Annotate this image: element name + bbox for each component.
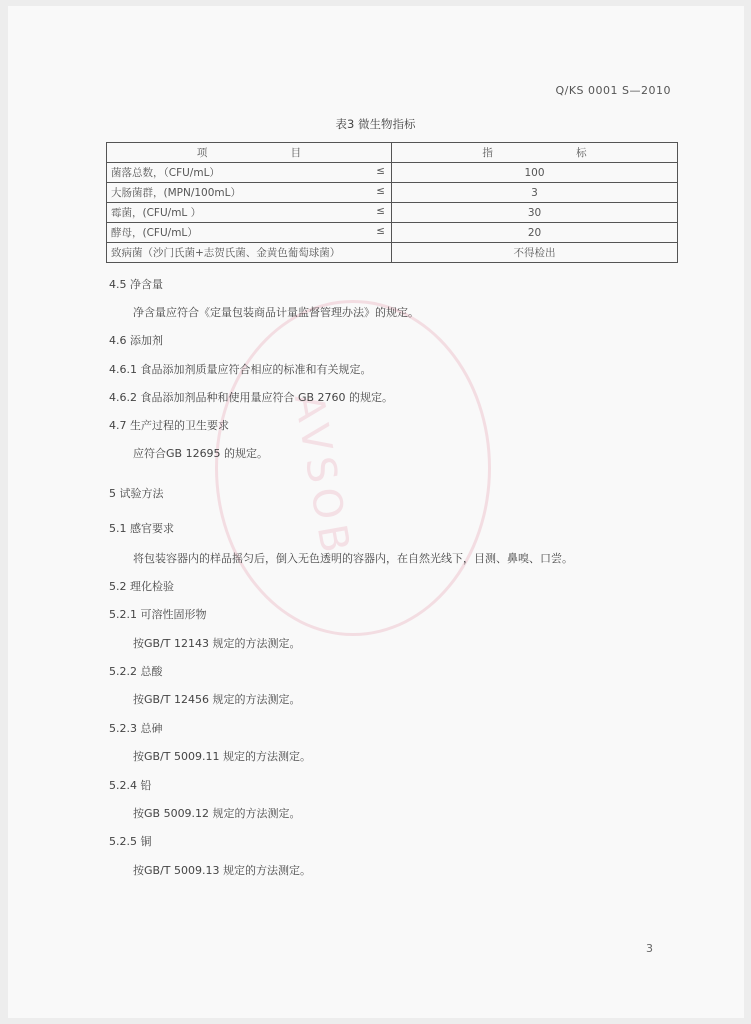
section-heading-5-1: 5.1 感官要求 bbox=[109, 522, 174, 535]
section-heading-4-6: 4.6 添加剂 bbox=[109, 334, 163, 347]
body-text: 按GB/T 12456 规定的方法测定。 bbox=[133, 693, 301, 706]
value-cell: 20 bbox=[392, 223, 678, 243]
clause-5-2-5: 5.2.5 铜 bbox=[109, 835, 152, 848]
clause-5-2-1: 5.2.1 可溶性固形物 bbox=[109, 608, 207, 621]
clause-4-6-1: 4.6.1 食品添加剂质量应符合相应的标准和有关规定。 bbox=[109, 363, 372, 376]
table-row bbox=[107, 243, 678, 263]
body-text: 净含量应符合《定量包装商品计量监督管理办法》的规定。 bbox=[133, 306, 419, 319]
value-cell: 30 bbox=[392, 203, 678, 223]
value-cell: 100 bbox=[392, 163, 678, 183]
relation-symbol: ≤ bbox=[376, 185, 385, 197]
section-heading-4-5: 4.5 净含量 bbox=[109, 278, 163, 291]
clause-5-2-2: 5.2.2 总酸 bbox=[109, 665, 163, 678]
page-number: 3 bbox=[646, 942, 653, 955]
microbiological-indicators-table bbox=[106, 142, 678, 263]
item-cell bbox=[107, 163, 392, 183]
table-row bbox=[107, 203, 678, 223]
body-text: 按GB/T 5009.13 规定的方法测定。 bbox=[133, 864, 311, 877]
clause-5-2-4: 5.2.4 铅 bbox=[109, 779, 152, 792]
seal-text: AVSOB bbox=[284, 390, 359, 562]
item-name: 霉菌，(CFU/mL ） bbox=[111, 207, 202, 219]
body-text: 按GB 5009.12 规定的方法测定。 bbox=[133, 807, 301, 820]
relation-symbol: ≤ bbox=[376, 165, 385, 177]
value-cell: 3 bbox=[392, 183, 678, 203]
relation-symbol: ≤ bbox=[376, 225, 385, 237]
body-text: 按GB/T 12143 规定的方法测定。 bbox=[133, 637, 301, 650]
table-row bbox=[107, 223, 678, 243]
item-name: 致病菌（沙门氏菌+志贺氏菌、金黄色葡萄球菌） bbox=[111, 247, 341, 259]
body-text: 应符合GB 12695 的规定。 bbox=[133, 447, 269, 460]
body-text: 将包装容器内的样品摇匀后，倒入无色透明的容器内，在自然光线下，目测、鼻嗅、口尝。 bbox=[133, 552, 573, 565]
clause-5-2-3: 5.2.3 总砷 bbox=[109, 722, 163, 735]
item-name: 大肠菌群，(MPN/100mL） bbox=[111, 187, 241, 199]
table-row bbox=[107, 183, 678, 203]
item-cell bbox=[107, 223, 392, 243]
header-item: 项 目 bbox=[107, 143, 392, 163]
relation-symbol: ≤ bbox=[376, 205, 385, 217]
item-name: 菌落总数，（CFU/mL） bbox=[111, 167, 220, 179]
item-cell bbox=[107, 203, 392, 223]
section-heading-5: 5 试验方法 bbox=[109, 487, 164, 500]
table-title: 表3 微生物指标 bbox=[335, 117, 416, 131]
clause-4-6-2: 4.6.2 食品添加剂品种和使用量应符合 GB 2760 的规定。 bbox=[109, 391, 394, 404]
body-text: 按GB/T 5009.11 规定的方法测定。 bbox=[133, 750, 311, 763]
section-heading-5-2: 5.2 理化检验 bbox=[109, 580, 174, 593]
item-name: 酵母，(CFU/mL） bbox=[111, 227, 198, 239]
value-cell: 不得检出 bbox=[392, 243, 678, 263]
item-cell bbox=[107, 243, 392, 263]
section-heading-4-7: 4.7 生产过程的卫生要求 bbox=[109, 419, 229, 432]
standard-code: Q/KS 0001 S—2010 bbox=[555, 84, 671, 97]
item-cell bbox=[107, 183, 392, 203]
table-row bbox=[107, 163, 678, 183]
table-header-row bbox=[107, 143, 678, 163]
header-indicator: 指 标 bbox=[392, 143, 678, 163]
